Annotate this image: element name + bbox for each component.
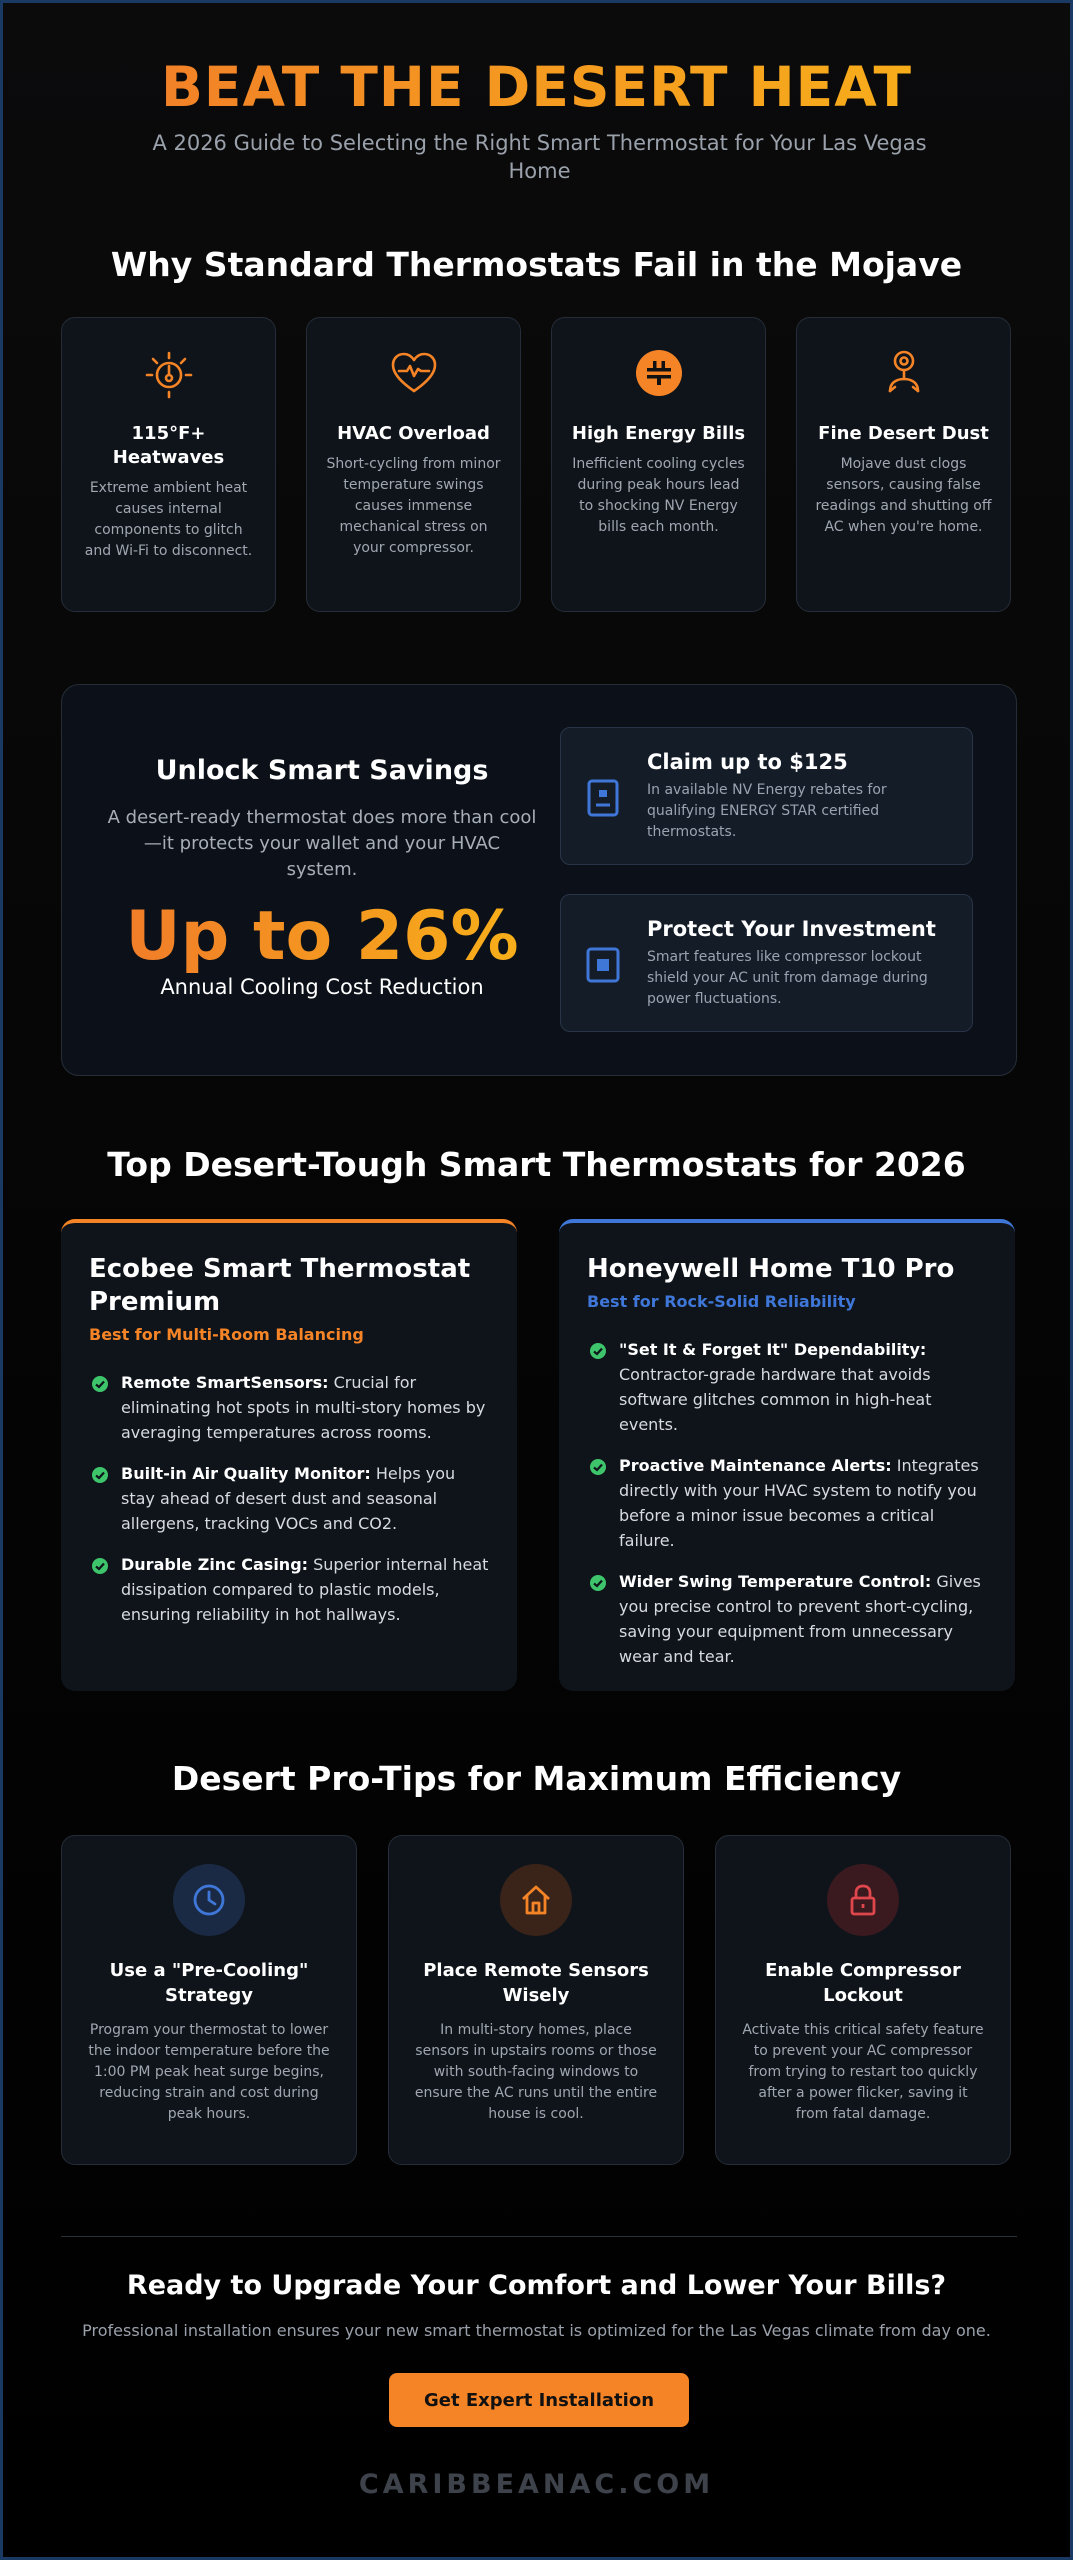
tip-title: Enable Compressor Lockout (765, 1960, 961, 2006)
fail-section-title: Why Standard Thermostats Fail in the Mojave (110, 245, 963, 284)
fail-card-title: 115°F+ Heatwaves (112, 423, 225, 468)
feature-item: Durable Zinc Casing: Superior internal heat dissipation compared to plastic models, ensuring reliability in hot hallways. (89, 1552, 489, 1627)
product-tag: Best for Rock-Solid Reliability (587, 1292, 856, 1311)
perk-rebate (560, 727, 973, 865)
fail-card-energy-bills (551, 317, 766, 612)
perk-title: Protect Your Investment (647, 917, 936, 941)
tip-desc: Program your thermostat to lower the indoor temperature before the 1:00 PM peak heat surge begins, reducing strain and cost during peak hours. (88, 2022, 330, 2122)
product-tag: Best for Multi-Room Balancing (89, 1325, 364, 1344)
perk-desc: Smart features like compressor lockout shield your AC unit from damage during power fluctuations. (647, 949, 928, 1007)
tip-card-remote-sensors (388, 1835, 684, 2165)
fail-card-desc: Extreme ambient heat causes internal components to glitch and Wi-Fi to disconnect. (84, 480, 253, 559)
product-card-ecobee (61, 1219, 517, 1691)
products-section-title: Top Desert-Tough Smart Thermostats for 2026 (107, 1145, 966, 1184)
tip-title: Use a "Pre-Cooling" Strategy (109, 1960, 309, 2006)
check-circle-icon (91, 1466, 109, 1491)
tip-title: Place Remote Sensors Wisely (423, 1960, 649, 2006)
smart-savings-panel (61, 684, 1017, 1076)
fail-card-desc: Inefficient cooling cycles during peak hours lead to shocking NV Energy bills each month. (572, 456, 745, 535)
lock-icon (827, 1864, 899, 1936)
hero-title: BEAT THE DESERT HEAT (3, 55, 1070, 119)
savings-title: Unlock Smart Savings (155, 755, 489, 786)
check-circle-icon (589, 1458, 607, 1483)
tip-desc: Activate this critical safety feature to prevent your AC compressor from trying to restart too quickly after a power flicker, saving it from fatal damage. (742, 2022, 984, 2122)
section-divider (61, 2236, 1017, 2237)
hero-subtitle: A 2026 Guide to Selecting the Right Smart Thermostat for Your Las Vegas Home (152, 131, 927, 183)
perk-desc: In available NV Energy rebates for qualifying ENERGY STAR certified thermostats. (647, 782, 887, 840)
feature-item: "Set It & Forget It" Dependability: Contractor-grade hardware that avoids software glitches common in high-heat events. (587, 1337, 987, 1437)
energy-bill-icon (570, 346, 747, 400)
get-expert-installation-button[interactable]: Get Expert Installation (389, 2373, 689, 2427)
savings-caption: Annual Cooling Cost Reduction (160, 975, 484, 999)
product-name: Ecobee Smart Thermostat Premium (89, 1254, 471, 1317)
fail-card-desc: Mojave dust clogs sensors, causing false readings and shutting off AC when you're home. (815, 456, 992, 535)
fail-card-desert-dust (796, 317, 1011, 612)
fail-card-title: High Energy Bills (571, 423, 746, 444)
tips-section-title: Desert Pro-Tips for Maximum Efficiency (171, 1759, 902, 1798)
fail-card-heatwaves (61, 317, 276, 612)
feature-list (587, 1337, 987, 1669)
cta-subtitle: Professional installation ensures your new smart thermostat is optimized for the Las Vegas climate from day one. (82, 2321, 991, 2340)
check-circle-icon (589, 1574, 607, 1599)
rebate-document-icon (585, 778, 621, 822)
product-card-honeywell (559, 1219, 1015, 1691)
feature-item: Proactive Maintenance Alerts: Integrates directly with your HVAC system to notify you before a minor issue becomes a critical failure. (587, 1453, 987, 1553)
tip-card-compressor-lockout (715, 1835, 1011, 2165)
feature-item: Wider Swing Temperature Control: Gives you precise control to prevent short-cycling, saving your equipment from unnecessary wear and tear. (587, 1569, 987, 1669)
fail-card-hvac-overload (306, 317, 521, 612)
heart-pulse-icon (325, 346, 502, 400)
tip-desc: In multi-story homes, place sensors in upstairs rooms or those with south-facing windows to ensure the AC runs until the entire house is cool. (414, 2022, 658, 2122)
check-circle-icon (91, 1557, 109, 1582)
fail-card-title: Fine Desert Dust (818, 423, 989, 444)
feature-item: Built-in Air Quality Monitor: Helps you stay ahead of desert dust and seasonal allergens, tracking VOCs and CO2. (89, 1461, 489, 1536)
sun-thermometer-icon (80, 346, 257, 400)
dust-sensor-icon (815, 346, 992, 400)
shield-chip-icon (585, 945, 621, 989)
fail-card-desc: Short-cycling from minor temperature swings causes immense mechanical stress on your compressor. (326, 456, 501, 556)
cta-title: Ready to Upgrade Your Comfort and Lower Your Bills? (126, 2270, 947, 2301)
perk-protect (560, 894, 973, 1032)
product-name: Honeywell Home T10 Pro (587, 1254, 955, 1284)
check-circle-icon (91, 1375, 109, 1400)
fail-card-title: HVAC Overload (337, 423, 490, 444)
savings-desc: A desert-ready thermostat does more than cool—it protects your wallet and your HVAC system. (107, 807, 537, 880)
check-circle-icon (589, 1342, 607, 1367)
clock-icon (173, 1864, 245, 1936)
tip-card-precooling (61, 1835, 357, 2165)
perk-title: Claim up to $125 (647, 750, 848, 774)
home-icon (500, 1864, 572, 1936)
brand-footer: CARIBBEANAC.COM (358, 2469, 715, 2500)
feature-item: Remote SmartSensors: Crucial for eliminating hot spots in multi-story homes by averaging temperatures across rooms. (89, 1370, 489, 1445)
savings-percent: Up to 26% (82, 897, 562, 976)
feature-list (89, 1370, 489, 1627)
